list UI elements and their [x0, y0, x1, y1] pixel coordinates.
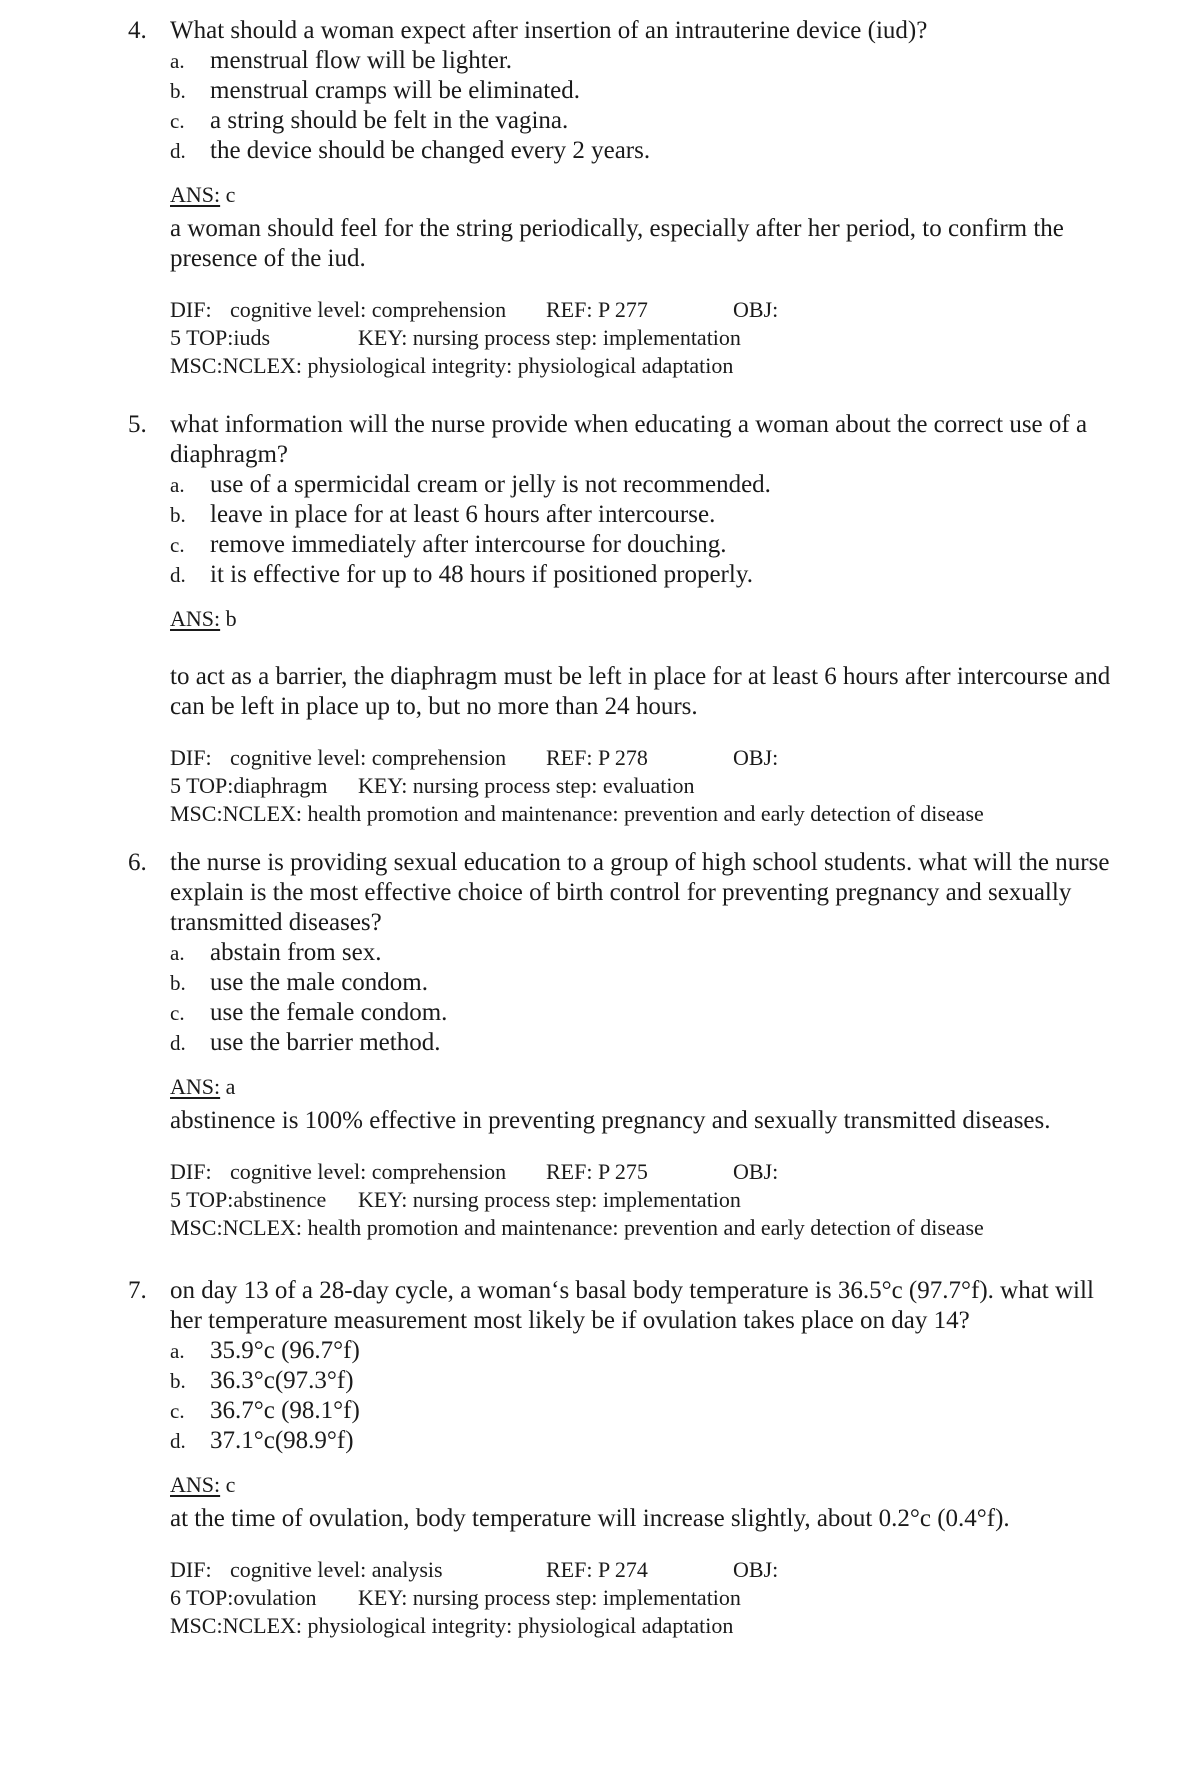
option-text: use the barrier method. — [210, 1029, 441, 1056]
option-letter: c. — [170, 533, 185, 557]
option-letter: a. — [170, 49, 185, 73]
question-6 — [128, 848, 1128, 1242]
option-text: menstrual flow will be lighter. — [210, 47, 513, 74]
option-letter: c. — [170, 109, 185, 133]
option-letter: a. — [170, 1339, 185, 1363]
option-text: use the male condom. — [210, 969, 428, 996]
option-text: menstrual cramps will be eliminated. — [210, 77, 581, 104]
question-4 — [128, 16, 1128, 380]
obj-label: OBJ: — [733, 1159, 779, 1184]
meta-row-top — [170, 772, 1130, 800]
option-text: 36.3°c(97.3°f) — [210, 1367, 354, 1394]
option-d — [170, 1028, 1128, 1058]
answer-line — [170, 180, 1130, 210]
option-text: use the female condom. — [210, 999, 448, 1026]
dif-label: DIF: — [170, 1557, 212, 1582]
option-a — [170, 46, 1128, 76]
msc-value: MSC:NCLEX: physiological integrity: physiological adaptation — [170, 353, 734, 378]
msc-value: MSC:NCLEX: health promotion and maintenance: prevention and early detection of disease — [170, 801, 984, 826]
option-a — [170, 938, 1128, 968]
option-text: the device should be changed every 2 years. — [210, 137, 651, 164]
question-5 — [128, 410, 1128, 828]
answer-rationale: at the time of ovulation, body temperature will increase slightly, about 0.2°c (0.4°f). — [170, 1505, 1010, 1532]
option-text: it is effective for up to 48 hours if positioned properly. — [210, 561, 753, 588]
key-value: KEY: nursing process step: implementation — [358, 1585, 741, 1610]
dif-label: DIF: — [170, 297, 212, 322]
dif-value: cognitive level: comprehension — [230, 1159, 507, 1184]
ref-value: REF: P 275 — [546, 1159, 648, 1184]
msc-value: MSC:NCLEX: physiological integrity: physiological adaptation — [170, 1613, 734, 1638]
option-letter: c. — [170, 1399, 185, 1423]
meta-row-top — [170, 1186, 1130, 1214]
answer-block — [170, 180, 1130, 274]
option-c — [170, 530, 1128, 560]
answer-value: b — [220, 606, 237, 631]
dif-label: DIF: — [170, 745, 212, 770]
dif-value: cognitive level: analysis — [230, 1557, 443, 1582]
answer-block — [170, 604, 1130, 722]
options-list — [170, 470, 1128, 590]
option-b — [170, 968, 1128, 998]
answer-block — [170, 1072, 1130, 1136]
option-b — [170, 1366, 1128, 1396]
dif-value: cognitive level: comprehension — [230, 297, 507, 322]
option-letter: d. — [170, 563, 186, 587]
answer-value: c — [220, 1472, 236, 1497]
answer-label: ANS: — [170, 606, 221, 631]
question-7 — [128, 1276, 1128, 1640]
top-value: 5 TOP:abstinence — [170, 1187, 327, 1212]
options-list — [170, 46, 1128, 166]
option-letter: b. — [170, 79, 186, 103]
option-c — [170, 998, 1128, 1028]
msc-value: MSC:NCLEX: health promotion and maintenance: prevention and early detection of disease — [170, 1215, 984, 1240]
option-letter: b. — [170, 503, 186, 527]
option-text: a string should be felt in the vagina. — [210, 107, 569, 134]
option-text: 35.9°c (96.7°f) — [210, 1337, 360, 1364]
options-list — [170, 1336, 1128, 1456]
question-metadata — [170, 296, 1130, 380]
answer-value: c — [220, 182, 236, 207]
question-metadata — [170, 1556, 1130, 1640]
option-d — [170, 136, 1128, 166]
answer-label: ANS: — [170, 182, 221, 207]
option-text: 37.1°c(98.9°f) — [210, 1427, 354, 1454]
meta-row-dif — [170, 1556, 1130, 1584]
ref-value: REF: P 278 — [546, 745, 648, 770]
answer-value: a — [220, 1074, 236, 1099]
question-stem: on day 13 of a 28-day cycle, a woman‘s basal body temperature is 36.5°c (97.7°f). what will her temperature measurement most likely be if ovulation takes place on day 14? — [170, 1277, 1094, 1334]
option-text: leave in place for at least 6 hours after intercourse. — [210, 501, 716, 528]
question-number: 7. — [128, 1277, 147, 1304]
obj-label: OBJ: — [733, 745, 779, 770]
meta-row-dif — [170, 1158, 1130, 1186]
key-value: KEY: nursing process step: implementation — [358, 1187, 741, 1212]
option-letter: b. — [170, 971, 186, 995]
option-c — [170, 1396, 1128, 1426]
answer-block — [170, 1470, 1130, 1534]
option-letter: c. — [170, 1001, 185, 1025]
option-letter: d. — [170, 1429, 186, 1453]
answer-line — [170, 1470, 1130, 1500]
question-number: 4. — [128, 17, 147, 44]
option-c — [170, 106, 1128, 136]
meta-row-msc — [170, 352, 1130, 380]
key-value: KEY: nursing process step: evaluation — [358, 773, 695, 798]
top-value: 5 TOP:iuds — [170, 325, 271, 350]
option-letter: d. — [170, 1031, 186, 1055]
dif-value: cognitive level: comprehension — [230, 745, 507, 770]
meta-row-msc — [170, 800, 1130, 828]
question-stem: the nurse is providing sexual education to a group of high school students. what will the nurse explain is the most effective choice of birth control for preventing pregnancy and sexually transmitted diseases? — [170, 849, 1110, 936]
meta-row-top — [170, 1584, 1130, 1612]
option-text: use of a spermicidal cream or jelly is not recommended. — [210, 471, 771, 498]
options-list — [170, 938, 1128, 1058]
option-text: remove immediately after intercourse for douching. — [210, 531, 727, 558]
option-letter: a. — [170, 473, 185, 497]
question-number: 5. — [128, 411, 147, 438]
meta-row-top — [170, 324, 1130, 352]
option-text: abstain from sex. — [210, 939, 382, 966]
answer-line — [170, 604, 1130, 634]
answer-rationale: to act as a barrier, the diaphragm must be left in place for at least 6 hours after intercourse and can be left in place up to, but no more than 24 hours. — [170, 663, 1111, 720]
answer-line — [170, 1072, 1130, 1102]
option-a — [170, 470, 1128, 500]
ref-value: REF: P 274 — [546, 1557, 648, 1582]
option-letter: a. — [170, 941, 185, 965]
top-value: 6 TOP:ovulation — [170, 1585, 317, 1610]
meta-row-msc — [170, 1612, 1130, 1640]
obj-label: OBJ: — [733, 1557, 779, 1582]
meta-row-dif — [170, 296, 1130, 324]
option-b — [170, 76, 1128, 106]
option-letter: d. — [170, 139, 186, 163]
question-metadata — [170, 744, 1130, 828]
question-number: 6. — [128, 849, 147, 876]
meta-row-msc — [170, 1214, 1130, 1242]
option-letter: b. — [170, 1369, 186, 1393]
dif-label: DIF: — [170, 1159, 212, 1184]
option-d — [170, 1426, 1128, 1456]
question-stem: What should a woman expect after insertion of an intrauterine device (iud)? — [170, 17, 928, 44]
question-metadata — [170, 1158, 1130, 1242]
answer-rationale: a woman should feel for the string periodically, especially after her period, to confirm the presence of the iud. — [170, 215, 1064, 272]
ref-value: REF: P 277 — [546, 297, 648, 322]
option-b — [170, 500, 1128, 530]
option-text: 36.7°c (98.1°f) — [210, 1397, 360, 1424]
question-stem: what information will the nurse provide when educating a woman about the correct use of a diaphragm? — [170, 411, 1088, 468]
answer-label: ANS: — [170, 1074, 221, 1099]
top-value: 5 TOP:diaphragm — [170, 773, 328, 798]
option-a — [170, 1336, 1128, 1366]
meta-row-dif — [170, 744, 1130, 772]
option-d — [170, 560, 1128, 590]
key-value: KEY: nursing process step: implementation — [358, 325, 741, 350]
obj-label: OBJ: — [733, 297, 779, 322]
answer-label: ANS: — [170, 1472, 221, 1497]
answer-rationale: abstinence is 100% effective in preventing pregnancy and sexually transmitted diseases. — [170, 1107, 1051, 1134]
